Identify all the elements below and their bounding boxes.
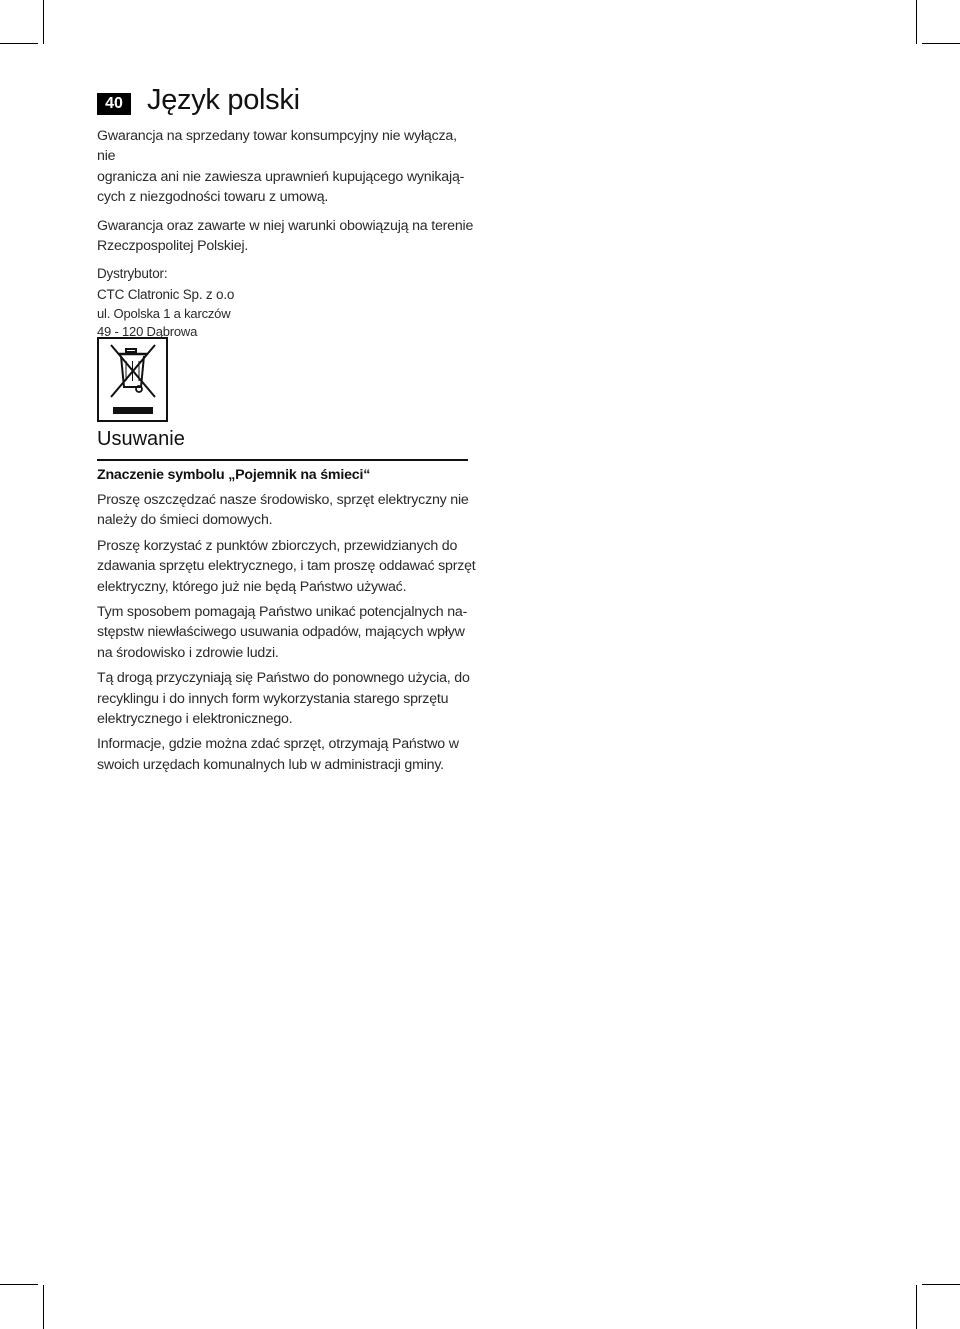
- warranty-paragraph: Gwarancja oraz zawarte w niej warunki obowiązują na terenie Rzeczpospolitej Polskiej.: [97, 217, 474, 255]
- disposal-paragraph: Proszę korzystać z punktów zbiorczych, przewidzianych do zdawania sprzętu elektrycznego, i tam proszę oddawać sprzęt elektryczny, którego już nie będą Państwo używać.: [97, 537, 476, 595]
- crop-mark: [0, 1284, 38, 1285]
- crop-mark: [922, 43, 960, 44]
- distributor-block: [97, 264, 477, 305]
- disposal-paragraph: Tą drogą przyczyniają się Państwo do ponownego użycia, do recyklingu i do innych form wykorzystania starego sprzętu elektrycznego i elektronicznego.: [97, 670, 470, 728]
- section-subtitle: Znaczenie symbolu „Pojemnik na śmieci“: [97, 467, 371, 483]
- distributor-address: [97, 305, 477, 341]
- warranty-section: [97, 126, 477, 341]
- distributor-street: ul. Opolska 1 a karczów: [97, 306, 231, 322]
- wheelie-bin-svg: [99, 339, 166, 420]
- crop-mark: [43, 0, 44, 44]
- crop-mark: [0, 43, 38, 44]
- page-number: 40: [97, 93, 131, 115]
- section-title: Usuwanie: [97, 428, 185, 450]
- warranty-paragraph: Gwarancja na sprzedany towar konsumpcyjny nie wyłącza, nie ogranicza ani nie zawiesza uprawnień kupującego wynikają- cych z niezgodności towaru z umową.: [97, 128, 465, 206]
- distributor-company: CTC Clatronic Sp. z o.o: [97, 286, 235, 302]
- disposal-paragraph: Tym sposobem pomagają Państwo unikać potencjalnych na- stępstw niewłaściwego usuwania odpadów, mających wpływ na środowisko i zdrowie ludzi.: [97, 604, 468, 661]
- disposal-body: [97, 490, 482, 775]
- section-divider: [97, 459, 468, 461]
- crop-mark: [916, 0, 917, 44]
- crossed-out-wheelie-bin-icon: [97, 337, 168, 422]
- page-title: Język polski: [147, 84, 300, 116]
- disposal-paragraph: Proszę oszczędzać nasze środowisko, sprzęt elektryczny nie należy do śmieci domowych.: [97, 492, 469, 529]
- crop-mark: [916, 1285, 917, 1329]
- disposal-paragraph: Informacje, gdzie można zdać sprzęt, otrzymają Państwo w swoich urzędach komunalnych lub w administracji gminy.: [97, 736, 459, 773]
- crop-mark: [922, 1284, 960, 1285]
- distributor-label: Dystrybutor:: [97, 266, 168, 282]
- distributor-city: 49 - 120 Dąbrowa: [97, 324, 198, 340]
- crop-mark: [43, 1285, 44, 1329]
